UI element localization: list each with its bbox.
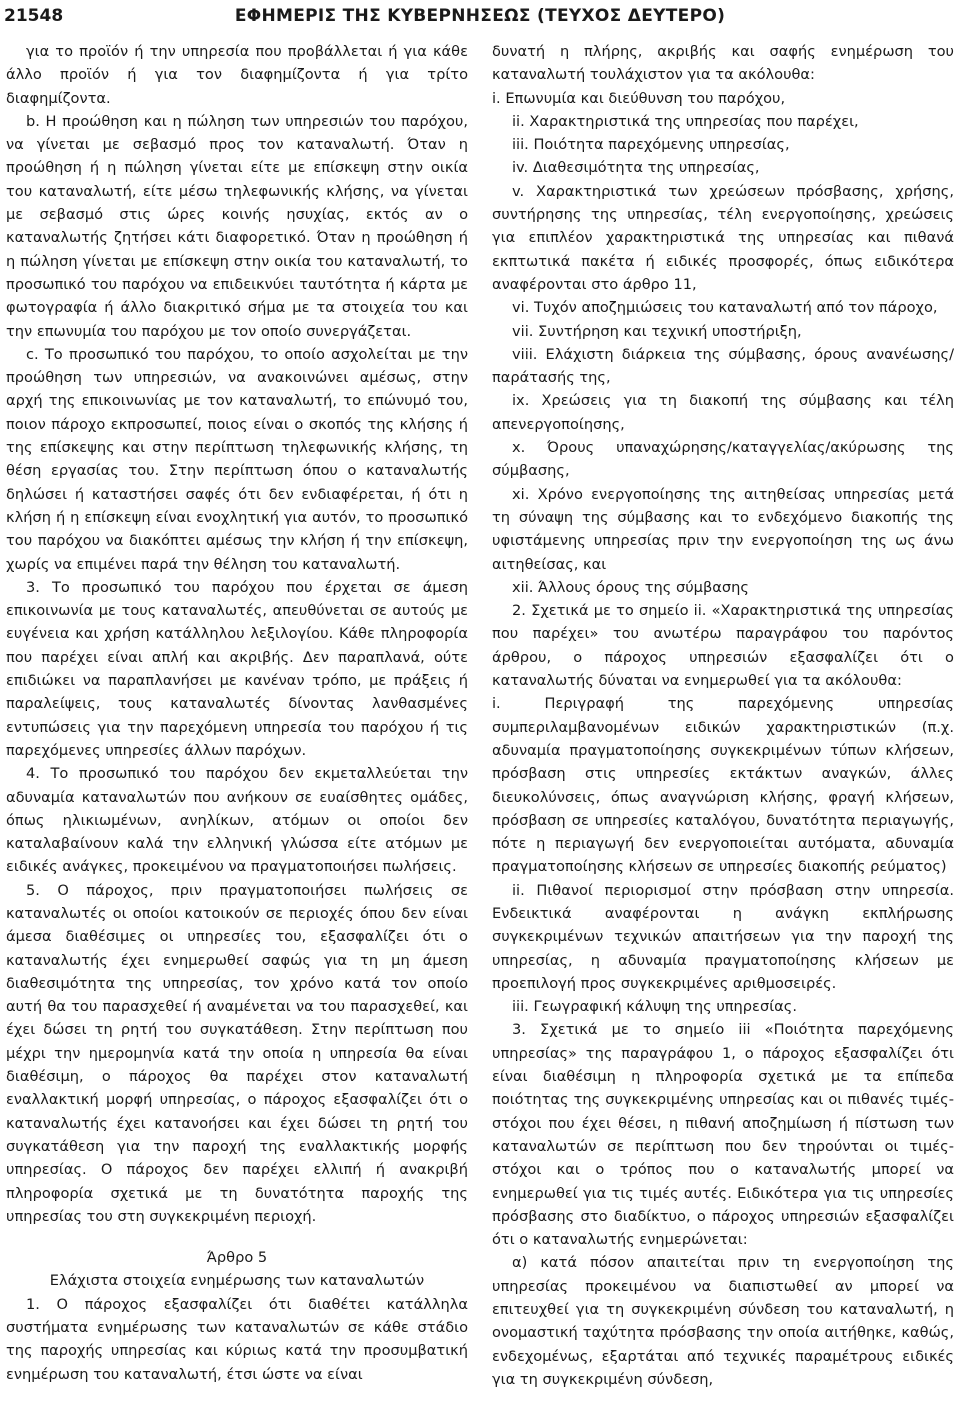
list-item: xi. Χρόνο ενεργοποίησης της αιτηθείσας υπηρεσίας μετά τη σύναψη της σύμβασης και το ενδεχόμενο διακοπής της υφιστάμενης υπηρεσίας πριν την ενεργοποίηση της ως άνω αιτηθείσας, και: [492, 485, 954, 573]
list-item: vii. Συντήρηση και τεχνική υποστήριξη,: [512, 322, 802, 340]
left-column: [6, 40, 468, 1386]
list-item: ii. Χαρακτηριστικά της υπηρεσίας που παρέχει,: [512, 112, 859, 130]
list-item: v. Χαρακτηριστικά των χρεώσεων πρόσβασης, χρήσης, συντήρησης της υπηρεσίας, τέλη ενεργοποίησης, χρεώσεις για επιπλέον χαρακτηριστικά της υπηρεσίας και πιθανά εκπτωτικά πακέτα ή ειδικές προσφορές, όπως ειδικότερα αναφέρονται στο άρθρο 11,: [492, 182, 954, 293]
paragraph: b. Η προώθηση και η πώληση των υπηρεσιών του παρόχου, να γίνεται με σεβασμό προς τον καταναλωτή. Όταν η προώθηση ή η πώληση γίνεται είτε με επίσκεψη στην οικία του καταναλωτή, είτε μέσω τηλεφωνικής κλήσης, να γίνεται με σεβασμό στις ώρες κοινής ησυχίας, εκτός αν ο καταναλωτής ζητήσει κάτι διαφορετικό. Όταν η προώθηση ή η πώληση γίνεται με επίσκεψη στην οικία του καταναλωτή, το προσωπικό του παρόχου να επιδεικνύει ταυτότητα ή κάρτα με φωτογραφία ή άλλο διακριτικό σήμα με τα στοιχεία του και την επωνυμία του παρόχου με τον οποίο συνεργάζεται.: [6, 112, 468, 340]
article-number: Άρθρο 5: [206, 1249, 268, 1267]
page-header: [0, 0, 960, 38]
list-item: iv. Διαθεσιμότητα της υπηρεσίας,: [512, 159, 760, 177]
list-item: vi. Τυχόν αποζημιώσεις του καταναλωτή από τον πάροχο,: [512, 299, 938, 317]
article-title: Ελάχιστα στοιχεία ενημέρωσης των καταναλωτών: [49, 1272, 425, 1290]
list-item: i. Περιγραφή της παρεχόμενης υπηρεσίας συμπεριλαμβανομένων ειδικών χαρακτηριστικών (π.χ. αδυναμία πραγματοποίησης συγκεκριμένων τύπων κλήσεων, πρόσβαση στις υπηρεσίες εκτάκτων αναγκών, άλλες διευκολύνσεις, όπως αναγνώριση κλήσης, φραγή κλήσεων, πρόσβαση σε υπηρεσίες καταλόγου, δυνατότητα περιαγωγής, πότε η περιαγωγή δεν ενεργοποιείται αυτόματα, αδυναμία πραγματοποίησης κλήσεων σε υπηρεσίες διακοπής ρεύματος): [492, 695, 954, 876]
paragraph: δυνατή η πλήρης, ακριβής και σαφής ενημέρωση του καταναλωτή τουλάχιστον για τα ακόλουθα:: [492, 43, 954, 84]
page-number: 21548: [4, 6, 64, 26]
list-item: iii. Ποιότητα παρεχόμενης υπηρεσίας,: [512, 136, 790, 154]
list-item: x. Όρους υπαναχώρησης/καταγγελίας/ακύρωσης της σύμβασης,: [492, 439, 954, 480]
list-item: iii. Γεωγραφική κάλυψη της υπηρεσίας.: [512, 998, 797, 1016]
paragraph: c. Το προσωπικό του παρόχου, το οποίο ασχολείται με την προώθηση των υπηρεσιών, να ανακοινώνει αμέσως, στην αρχή της επικοινωνίας με τον καταναλωτή, το επώνυμό του, ποιον πάροχο εκπροσωπεί, ποιος είναι ο σκοπός της κλήσης ή της επίσκεψης και στην περίπτωση τηλεφωνικής κλήσης, τη θέση εργασίας του. Στην περίπτωση όπου ο καταναλωτής δηλώσει ή καταστήσει σαφές ότι δεν ενδιαφέρεται, ή ότι η κλήση ή η επίσκεψη είναι ενοχλητική για αυτόν, το προσωπικό του παρόχου να διακόπτει αμέσως την κλήση ή την επίσκεψη, χωρίς να επιμένει παρά την θέληση του καταναλωτή.: [6, 345, 468, 573]
paragraph: 3. Το προσωπικό του παρόχου που έρχεται σε άμεση επικοινωνία με τους καταναλωτές, απευθύνεται σε αυτούς με ευγένεια και χρήση κατάλληλου λεξιλογίου. Κάθε πληροφορία που παρέχει είναι απλή και ακριβής. Δεν παραπλανά, ούτε επιδιώκει να παραπλανήσει με κανέναν τρόπο, με πράξεις ή παραλείψεις, τους καταναλωτές δίνοντας λανθασμένες εντυπώσεις για την παρεχόμενη υπηρεσία του παρόχου ή τις παρεχόμενες υπηρεσίες άλλων παρόχων.: [6, 578, 468, 759]
list-item: ix. Χρεώσεις για τη διακοπή της σύμβασης και τέλη απενεργοποίησης,: [492, 392, 954, 433]
list-item: xii. Άλλους όρους της σύμβασης: [512, 578, 749, 596]
paragraph: 4. Το προσωπικό του παρόχου δεν εκμεταλλεύεται την αδυναμία καταναλωτών που ανήκουν σε ευαίσθητες ομάδες, όπως ηλικιωμένων, ανηλίκων, ατόμων οι οποίοι δεν καταλαβαίνουν καλά την ελληνική γλώσσα είτε ατόμων με ειδικές ανάγκες, προκειμένου να πραγματοποιήσει πωλήσεις.: [6, 765, 468, 876]
paragraph: 3. Σχετικά με το σημείο iii «Ποιότητα παρεχόμενης υπηρεσίας» της παραγράφου 1, ο πάροχος εξασφαλίζει ότι είναι διαθέσιμη η πληροφορία σχετικά με τα επίπεδα ποιότητας της συγκεκριμένης υπηρεσίας και οι πιθανές τιμές-στόχοι που έχει θέσει, η πιθανή αποζημίωση ή πίστωση των καταναλωτών σε περίπτωση που δεν τηρούνται οι τιμές-στόχοι και ο τρόπος που ο καταναλωτής μπορεί να ενημερωθεί για τις τιμές αυτές. Ειδικότερα για τις υπηρεσίες πρόσβασης στο διαδίκτυο, ο πάροχος υπηρεσιών εξασφαλίζει ότι ο καταναλωτής ενημερώνεται:: [492, 1021, 954, 1249]
list-item: ii. Πιθανοί περιορισμοί στην πρόσβαση στην υπηρεσία. Ενδεικτικά αναφέρονται η ανάγκη εκπλήρωσης συγκεκριμένων τεχνικών απαιτήσεων για την παροχή της υπηρεσίας, η αδυναμία πραγματοποίησης κλήσεων με προεπιλογή προς συγκεκριμένες αριθμοσειρές.: [492, 881, 954, 992]
paragraph: 1. Ο πάροχος εξασφαλίζει ότι διαθέτει κατάλληλα συστήματα ενημέρωσης των καταναλωτών σε κάθε στάδιο της παροχής υπηρεσίας και κύριως κατά την προσυμβατική ενημέρωση του καταναλωτή, έτσι ώστε να είναι: [6, 1295, 468, 1383]
paragraph: για το προϊόν ή την υπηρεσία που προβάλλεται ή για κάθε άλλο προϊόν ή για τον διαφημίζοντα ή για τρίτο διαφημίζοντα.: [6, 43, 468, 107]
paragraph: α) κατά πόσον απαιτείται πριν τη ενεργοποίηση της υπηρεσίας προκειμένου να διαπιστωθεί αν μπορεί να επιτευχθεί για τη συγκεκριμένη σύνδεση του καταναλωτή, η ονομαστική ταχύτητα πρόσβασης την οποία αιτήθηκε, καθώς, ενδεχομένως, εξαρτάται από τεχνικές παραμέτρους ειδικές για τη συγκεκριμένη σύνδεση,: [492, 1254, 954, 1388]
paragraph: 2. Σχετικά με το σημείο ii. «Χαρακτηριστικά της υπηρεσίας που παρέχει» του ανωτέρω παραγράφου του παρόντος άρθρου, ο πάροχος υπηρεσιών εξασφαλίζει ότι ο καταναλωτής δύναται να ενημερωθεί για τα ακόλουθα:: [492, 602, 954, 690]
right-column: [492, 40, 954, 1391]
list-item: i. Επωνυμία και διεύθυνση του παρόχου,: [492, 89, 786, 107]
running-title: ΕΦΗΜΕΡΙΣ ΤΗΣ ΚΥΒΕΡΝΗΣΕΩΣ (ΤΕΥΧΟΣ ΔΕΥΤΕΡΟ): [234, 6, 726, 26]
paragraph: 5. Ο πάροχος, πριν πραγματοποιήσει πωλήσεις σε καταναλωτές οι οποίοι κατοικούν σε περιοχές όπου δεν είναι άμεσα διαθέσιμες οι υπηρεσίες του, εξασφαλίζει ότι ο καταναλωτής έχει ενημερωθεί σαφώς για τη μη άμεση διαθεσιμότητα της υπηρεσίας, τον χρόνο κατά τον οποίο αυτή θα του παρασχεθεί ή αναμένεται να του παρασχεθεί, και έχει δώσει τη ρητή του συγκατάθεση. Στην περίπτωση που μέχρι την ημερομηνία κατά την οποία η υπηρεσία θα είναι διαθέσιμη, ο πάροχος θα παρέχει στον καταναλωτή εναλλακτική μορφή υπηρεσίας, ο πάροχος εξασφαλίζει ότι ο καταναλωτής έχει κατανοήσει και έχει δώσει τη ρητή του συγκατάθεση για την παροχή της εναλλακτικής μορφής υπηρεσίας. Ο πάροχος δεν παρέχει ελλιπή ή ανακριβή πληροφορία σχετικά με τη δυνατότητα παροχής της υπηρεσίας του στη συγκεκριμένη περιοχή.: [6, 881, 468, 1225]
list-item: viii. Ελάχιστη διάρκεια της σύμβασης, όρους ανανέωσης/παράτασής της,: [492, 345, 954, 387]
